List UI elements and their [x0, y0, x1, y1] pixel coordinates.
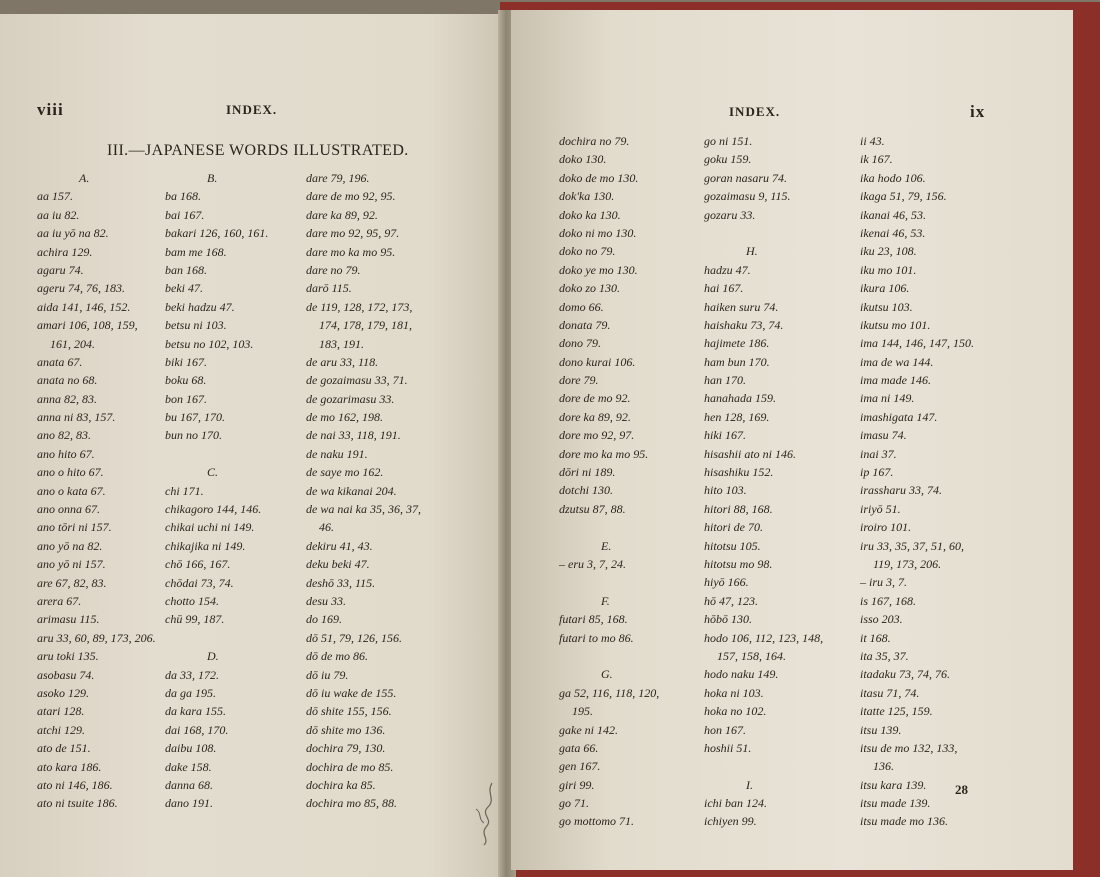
index-entry: han 170. — [704, 373, 746, 388]
index-entry: asobasu 74. — [37, 667, 95, 682]
section-letter: D. — [207, 649, 219, 664]
index-entry: doko ni mo 130. — [559, 225, 637, 240]
index-entry: atchi 129. — [37, 722, 85, 737]
index-entry: futari 85, 168. — [559, 612, 628, 627]
index-entry: dare no 79. — [306, 262, 361, 277]
index-entry: 46. — [319, 520, 334, 535]
index-entry: aru toki 135. — [37, 649, 99, 664]
index-entry: itsu made mo 136. — [860, 814, 948, 829]
index-entry: de 119, 128, 172, 173, — [306, 299, 413, 314]
index-entry: domo 66. — [559, 299, 604, 314]
index-entry: asoko 129. — [37, 685, 89, 700]
section-letter: G. — [601, 667, 613, 682]
index-entry: ikura 106. — [860, 281, 910, 296]
index-entry: imasu 74. — [860, 428, 907, 443]
index-entry: hoka ni 103. — [704, 685, 764, 700]
index-entry: de gozarimasu 33. — [306, 391, 395, 406]
index-entry: doko zo 130. — [559, 281, 620, 296]
index-entry: arera 67. — [37, 593, 82, 608]
index-entry: aa iu yō na 82. — [37, 226, 109, 241]
index-entry: ichiyen 99. — [704, 814, 757, 829]
spacer — [704, 224, 823, 242]
index-entry: bam me 168. — [165, 244, 227, 259]
index-entry: bakari 126, 160, 161. — [165, 226, 269, 241]
index-entry: gen 167. — [559, 759, 601, 774]
index-entry: de gozaimasu 33, 71. — [306, 373, 408, 388]
index-entry: ba 168. — [165, 189, 201, 204]
index-entry: dore mo ka mo 95. — [559, 446, 649, 461]
index-entry: haiken suru 74. — [704, 299, 779, 314]
index-entry: dō 51, 79, 126, 156. — [306, 630, 402, 645]
index-entry: inai 37. — [860, 446, 897, 461]
index-entry: go 71. — [559, 796, 589, 811]
index-entry: iroiro 101. — [860, 520, 912, 535]
index-entry: 174, 178, 179, 181, — [319, 318, 412, 333]
spacer — [165, 445, 268, 463]
index-entry: dō iu wake de 155. — [306, 685, 397, 700]
index-entry: dare ka 89, 92. — [306, 207, 378, 222]
index-entry: hito 103. — [704, 483, 747, 498]
index-entry: – iru 3, 7. — [860, 575, 908, 590]
index-entry: amari 106, 108, 159, — [37, 318, 138, 333]
index-entry: haishaku 73, 74. — [704, 317, 784, 332]
index-entry: ato ni tsuite 186. — [37, 796, 118, 811]
index-entry: da ga 195. — [165, 685, 216, 700]
index-entry: hō 47, 123. — [704, 593, 758, 608]
index-entry: itadaku 73, 74, 76. — [860, 667, 950, 682]
index-entry: itsu de mo 132, 133, — [860, 740, 958, 755]
index-entry: 183, 191. — [319, 336, 364, 351]
index-entry: aa iu 82. — [37, 207, 80, 222]
index-entry: dō shite mo 136. — [306, 722, 386, 737]
index-entry: de aru 33, 118. — [306, 354, 379, 369]
index-entry: dō shite 155, 156. — [306, 704, 392, 719]
section-letter: F. — [601, 593, 610, 608]
index-entry: hitori 88, 168. — [704, 501, 773, 516]
index-entry: irassharu 33, 74. — [860, 483, 943, 498]
index-entry: futari to mo 86. — [559, 630, 634, 645]
index-entry: go ni 151. — [704, 134, 753, 148]
index-entry: dzutsu 87, 88. — [559, 501, 626, 516]
index-entry: dō de mo 86. — [306, 649, 368, 664]
index-entry: de naku 191. — [306, 446, 368, 461]
spacer — [559, 647, 659, 665]
index-entry: is 167, 168. — [860, 593, 917, 608]
index-entry: ham bun 170. — [704, 354, 770, 369]
index-entry: donata 79. — [559, 317, 611, 332]
index-entry: desu 33. — [306, 593, 346, 608]
index-entry: ban 168. — [165, 262, 207, 277]
section-letter: B. — [207, 171, 218, 185]
index-entry: dare mo 92, 95, 97. — [306, 226, 400, 241]
index-entry: 161, 204. — [50, 336, 95, 351]
index-entry: iku 23, 108. — [860, 244, 917, 259]
index-entry: hon 167. — [704, 722, 746, 737]
left-page — [0, 14, 503, 877]
index-column-right-1 — [559, 132, 659, 831]
index-entry: doko de mo 130. — [559, 170, 639, 185]
index-entry: de wa kikanai 204. — [306, 483, 397, 498]
index-entry: dore ka 89, 92. — [559, 409, 631, 424]
index-entry: hodo naku 149. — [704, 667, 779, 682]
index-entry: de nai 33, 118, 191. — [306, 428, 401, 443]
index-entry: gozaru 33. — [704, 207, 756, 222]
index-entry: itatte 125, 159. — [860, 704, 933, 719]
index-entry: – eru 3, 7, 24. — [559, 556, 626, 571]
index-column-left-2 — [165, 169, 268, 813]
index-entry: chotto 154. — [165, 593, 219, 608]
index-entry: deku beki 47. — [306, 557, 370, 572]
index-entry: hitori de 70. — [704, 520, 763, 535]
index-entry: dai 168, 170. — [165, 722, 229, 737]
index-entry: dochira de mo 85. — [306, 759, 394, 774]
index-column-right-3 — [860, 132, 974, 831]
index-entry: goran nasaru 74. — [704, 170, 788, 185]
index-entry: anna ni 83, 157. — [37, 410, 116, 425]
index-entry: biki 167. — [165, 354, 207, 369]
index-entry: gozaimasu 9, 115. — [704, 189, 791, 204]
index-entry: hen 128, 169. — [704, 409, 770, 424]
index-entry: betsu ni 103. — [165, 318, 227, 333]
index-entry: ageru 74, 76, 183. — [37, 281, 125, 296]
index-entry: ima made 146. — [860, 373, 931, 388]
index-entry: da kara 155. — [165, 704, 226, 719]
index-entry: dok'ka 130. — [559, 189, 615, 204]
index-entry: dō iu 79. — [306, 667, 349, 682]
index-entry: ima ni 149. — [860, 391, 915, 406]
index-entry: chikajika ni 149. — [165, 538, 246, 553]
index-entry: bon 167. — [165, 391, 207, 406]
index-entry: betsu no 102, 103. — [165, 336, 254, 351]
section-letter: E. — [601, 538, 612, 553]
index-entry: dotchi 130. — [559, 483, 613, 498]
section-letter: H. — [746, 244, 758, 259]
index-entry: dochira no 79. — [559, 134, 630, 148]
index-entry: aa 157. — [37, 189, 73, 204]
index-entry: ita 35, 37. — [860, 648, 909, 663]
pencil-mark — [468, 779, 502, 849]
index-entry: ga 52, 116, 118, 120, — [559, 685, 660, 700]
index-entry: arimasu 115. — [37, 612, 100, 627]
index-entry: ikutsu mo 101. — [860, 317, 931, 332]
index-entry: ato ni 146, 186. — [37, 777, 113, 792]
index-entry: ima 144, 146, 147, 150. — [860, 336, 974, 351]
index-entry: do 169. — [306, 612, 342, 627]
section-title: III.—JAPANESE WORDS ILLUSTRATED. — [107, 142, 409, 159]
index-entry: go mottomo 71. — [559, 814, 634, 829]
index-entry: boku 68. — [165, 373, 207, 388]
index-entry: chō 166, 167. — [165, 557, 231, 572]
index-entry: ik 167. — [860, 152, 893, 167]
index-entry: 157, 158, 164. — [717, 648, 786, 663]
index-column-left-3 — [306, 169, 421, 813]
index-entry: ip 167. — [860, 465, 894, 480]
index-entry: dake 158. — [165, 759, 212, 774]
index-entry: ano yō na 82. — [37, 538, 103, 553]
index-entry: bun no 170. — [165, 428, 222, 443]
index-entry: doko 130. — [559, 152, 607, 167]
index-entry: giri 99. — [559, 777, 595, 792]
index-entry: chikagoro 144, 146. — [165, 502, 262, 517]
index-entry: hisashiku 152. — [704, 465, 774, 480]
spacer — [559, 518, 659, 536]
index-entry: agaru 74. — [37, 262, 84, 277]
index-entry: dore mo 92, 97. — [559, 428, 635, 443]
index-entry: itsu 139. — [860, 722, 902, 737]
running-head-right: INDEX. — [729, 104, 781, 119]
index-entry: doko ka 130. — [559, 207, 621, 222]
index-entry: ii 43. — [860, 134, 885, 148]
index-entry: dōri ni 189. — [559, 465, 616, 480]
index-entry: ima de wa 144. — [860, 354, 934, 369]
index-entry: chikai uchi ni 149. — [165, 520, 255, 535]
index-entry: dare mo ka mo 95. — [306, 244, 396, 259]
index-entry: imashigata 147. — [860, 409, 938, 424]
index-entry: dochira 79, 130. — [306, 741, 386, 756]
index-entry: deshō 33, 115. — [306, 575, 376, 590]
index-entry: de wa nai ka 35, 36, 37, — [306, 502, 421, 517]
index-entry: 195. — [572, 704, 593, 719]
index-column-left-1 — [37, 169, 156, 813]
index-entry: hanahada 159. — [704, 391, 776, 406]
index-entry: ano 82, 83. — [37, 428, 91, 443]
index-entry: ichi ban 124. — [704, 796, 767, 811]
index-entry: are 67, 82, 83. — [37, 575, 107, 590]
index-entry: ikenai 46, 53. — [860, 225, 926, 240]
index-entry: dekiru 41, 43. — [306, 538, 373, 553]
index-entry: chi 171. — [165, 483, 204, 498]
index-entry: hai 167. — [704, 281, 744, 296]
index-entry: ano hito 67. — [37, 446, 95, 461]
index-entry: dore de mo 92. — [559, 391, 631, 406]
index-entry: dare 79, 196. — [306, 171, 370, 185]
index-entry: dano 191. — [165, 796, 213, 811]
index-entry: ano tōri ni 157. — [37, 520, 112, 535]
index-entry: hiyō 166. — [704, 575, 749, 590]
index-entry: dono 79. — [559, 336, 601, 351]
index-entry: beki 47. — [165, 281, 203, 296]
index-entry: iru 33, 35, 37, 51, 60, — [860, 538, 965, 553]
spacer — [559, 573, 659, 591]
index-entry: da 33, 172. — [165, 667, 219, 682]
index-entry: ano onna 67. — [37, 502, 100, 517]
index-entry: hitotsu mo 98. — [704, 556, 773, 571]
index-entry: doko ye mo 130. — [559, 262, 638, 277]
index-entry: daibu 108. — [165, 741, 217, 756]
index-entry: ato de 151. — [37, 741, 91, 756]
index-entry: hoshii 51. — [704, 740, 752, 755]
index-entry: ano o kata 67. — [37, 483, 106, 498]
index-entry: atari 128. — [37, 704, 85, 719]
signature-mark: 28 — [955, 782, 968, 797]
index-entry: ano o hito 67. — [37, 465, 104, 480]
section-letter: I. — [746, 777, 753, 792]
index-entry: aida 141, 146, 152. — [37, 299, 131, 314]
index-entry: darō 115. — [306, 281, 352, 296]
index-entry: itsu kara 139. — [860, 777, 927, 792]
index-entry: ato kara 186. — [37, 759, 102, 774]
index-entry: aru 33, 60, 89, 173, 206. — [37, 630, 156, 645]
index-entry: bai 167. — [165, 207, 205, 222]
index-entry: ikaga 51, 79, 156. — [860, 189, 947, 204]
index-entry: anata no 68. — [37, 373, 98, 388]
index-entry: dare de mo 92, 95. — [306, 189, 396, 204]
index-entry: goku 159. — [704, 152, 752, 167]
section-letter: A. — [79, 171, 90, 185]
index-entry: hajimete 186. — [704, 336, 770, 351]
right-page — [511, 10, 1073, 870]
index-entry: itsu made 139. — [860, 796, 931, 811]
index-entry: ikutsu 103. — [860, 299, 913, 314]
section-letter: C. — [207, 465, 219, 480]
page-number-right: ix — [970, 102, 986, 121]
index-entry: de mo 162, 198. — [306, 410, 383, 425]
index-entry: isso 203. — [860, 612, 903, 627]
index-entry: it 168. — [860, 630, 891, 645]
index-entry: chōdai 73, 74. — [165, 575, 234, 590]
index-entry: gake ni 142. — [559, 722, 618, 737]
index-entry: hodo 106, 112, 123, 148, — [704, 630, 824, 645]
index-entry: itasu 71, 74. — [860, 685, 920, 700]
index-entry: dono kurai 106. — [559, 354, 636, 369]
spacer — [165, 629, 268, 647]
index-entry: hōbō 130. — [704, 612, 752, 627]
index-column-right-2 — [704, 132, 823, 831]
index-entry: iriyō 51. — [860, 501, 901, 516]
index-entry: hoka no 102. — [704, 704, 767, 719]
index-entry: ikanai 46, 53. — [860, 207, 926, 222]
index-entry: dochira mo 85, 88. — [306, 796, 397, 811]
index-entry: anna 82, 83. — [37, 391, 97, 406]
index-entry: dore 79. — [559, 373, 599, 388]
running-head-left: INDEX. — [226, 102, 278, 117]
index-entry: hiki 167. — [704, 428, 746, 443]
index-entry: dochira ka 85. — [306, 777, 376, 792]
index-entry: hadzu 47. — [704, 262, 751, 277]
index-entry: bu 167, 170. — [165, 410, 225, 425]
index-entry: ika hodo 106. — [860, 170, 926, 185]
index-entry: chū 99, 187. — [165, 612, 225, 627]
index-entry: danna 68. — [165, 777, 213, 792]
index-entry: beki hadzu 47. — [165, 299, 235, 314]
index-entry: 136. — [873, 759, 894, 774]
index-entry: hitotsu 105. — [704, 538, 761, 553]
index-entry: anata 67. — [37, 354, 83, 369]
index-entry: de saye mo 162. — [306, 465, 384, 480]
index-entry: iku mo 101. — [860, 262, 917, 277]
index-entry: achira 129. — [37, 244, 93, 259]
spacer — [704, 757, 823, 775]
index-entry: doko no 79. — [559, 244, 616, 259]
index-entry: ano yō ni 157. — [37, 557, 106, 572]
index-entry: hisashii ato ni 146. — [704, 446, 797, 461]
page-number-left: viii — [37, 100, 64, 119]
index-entry: gata 66. — [559, 740, 599, 755]
index-entry: 119, 173, 206. — [873, 556, 942, 571]
